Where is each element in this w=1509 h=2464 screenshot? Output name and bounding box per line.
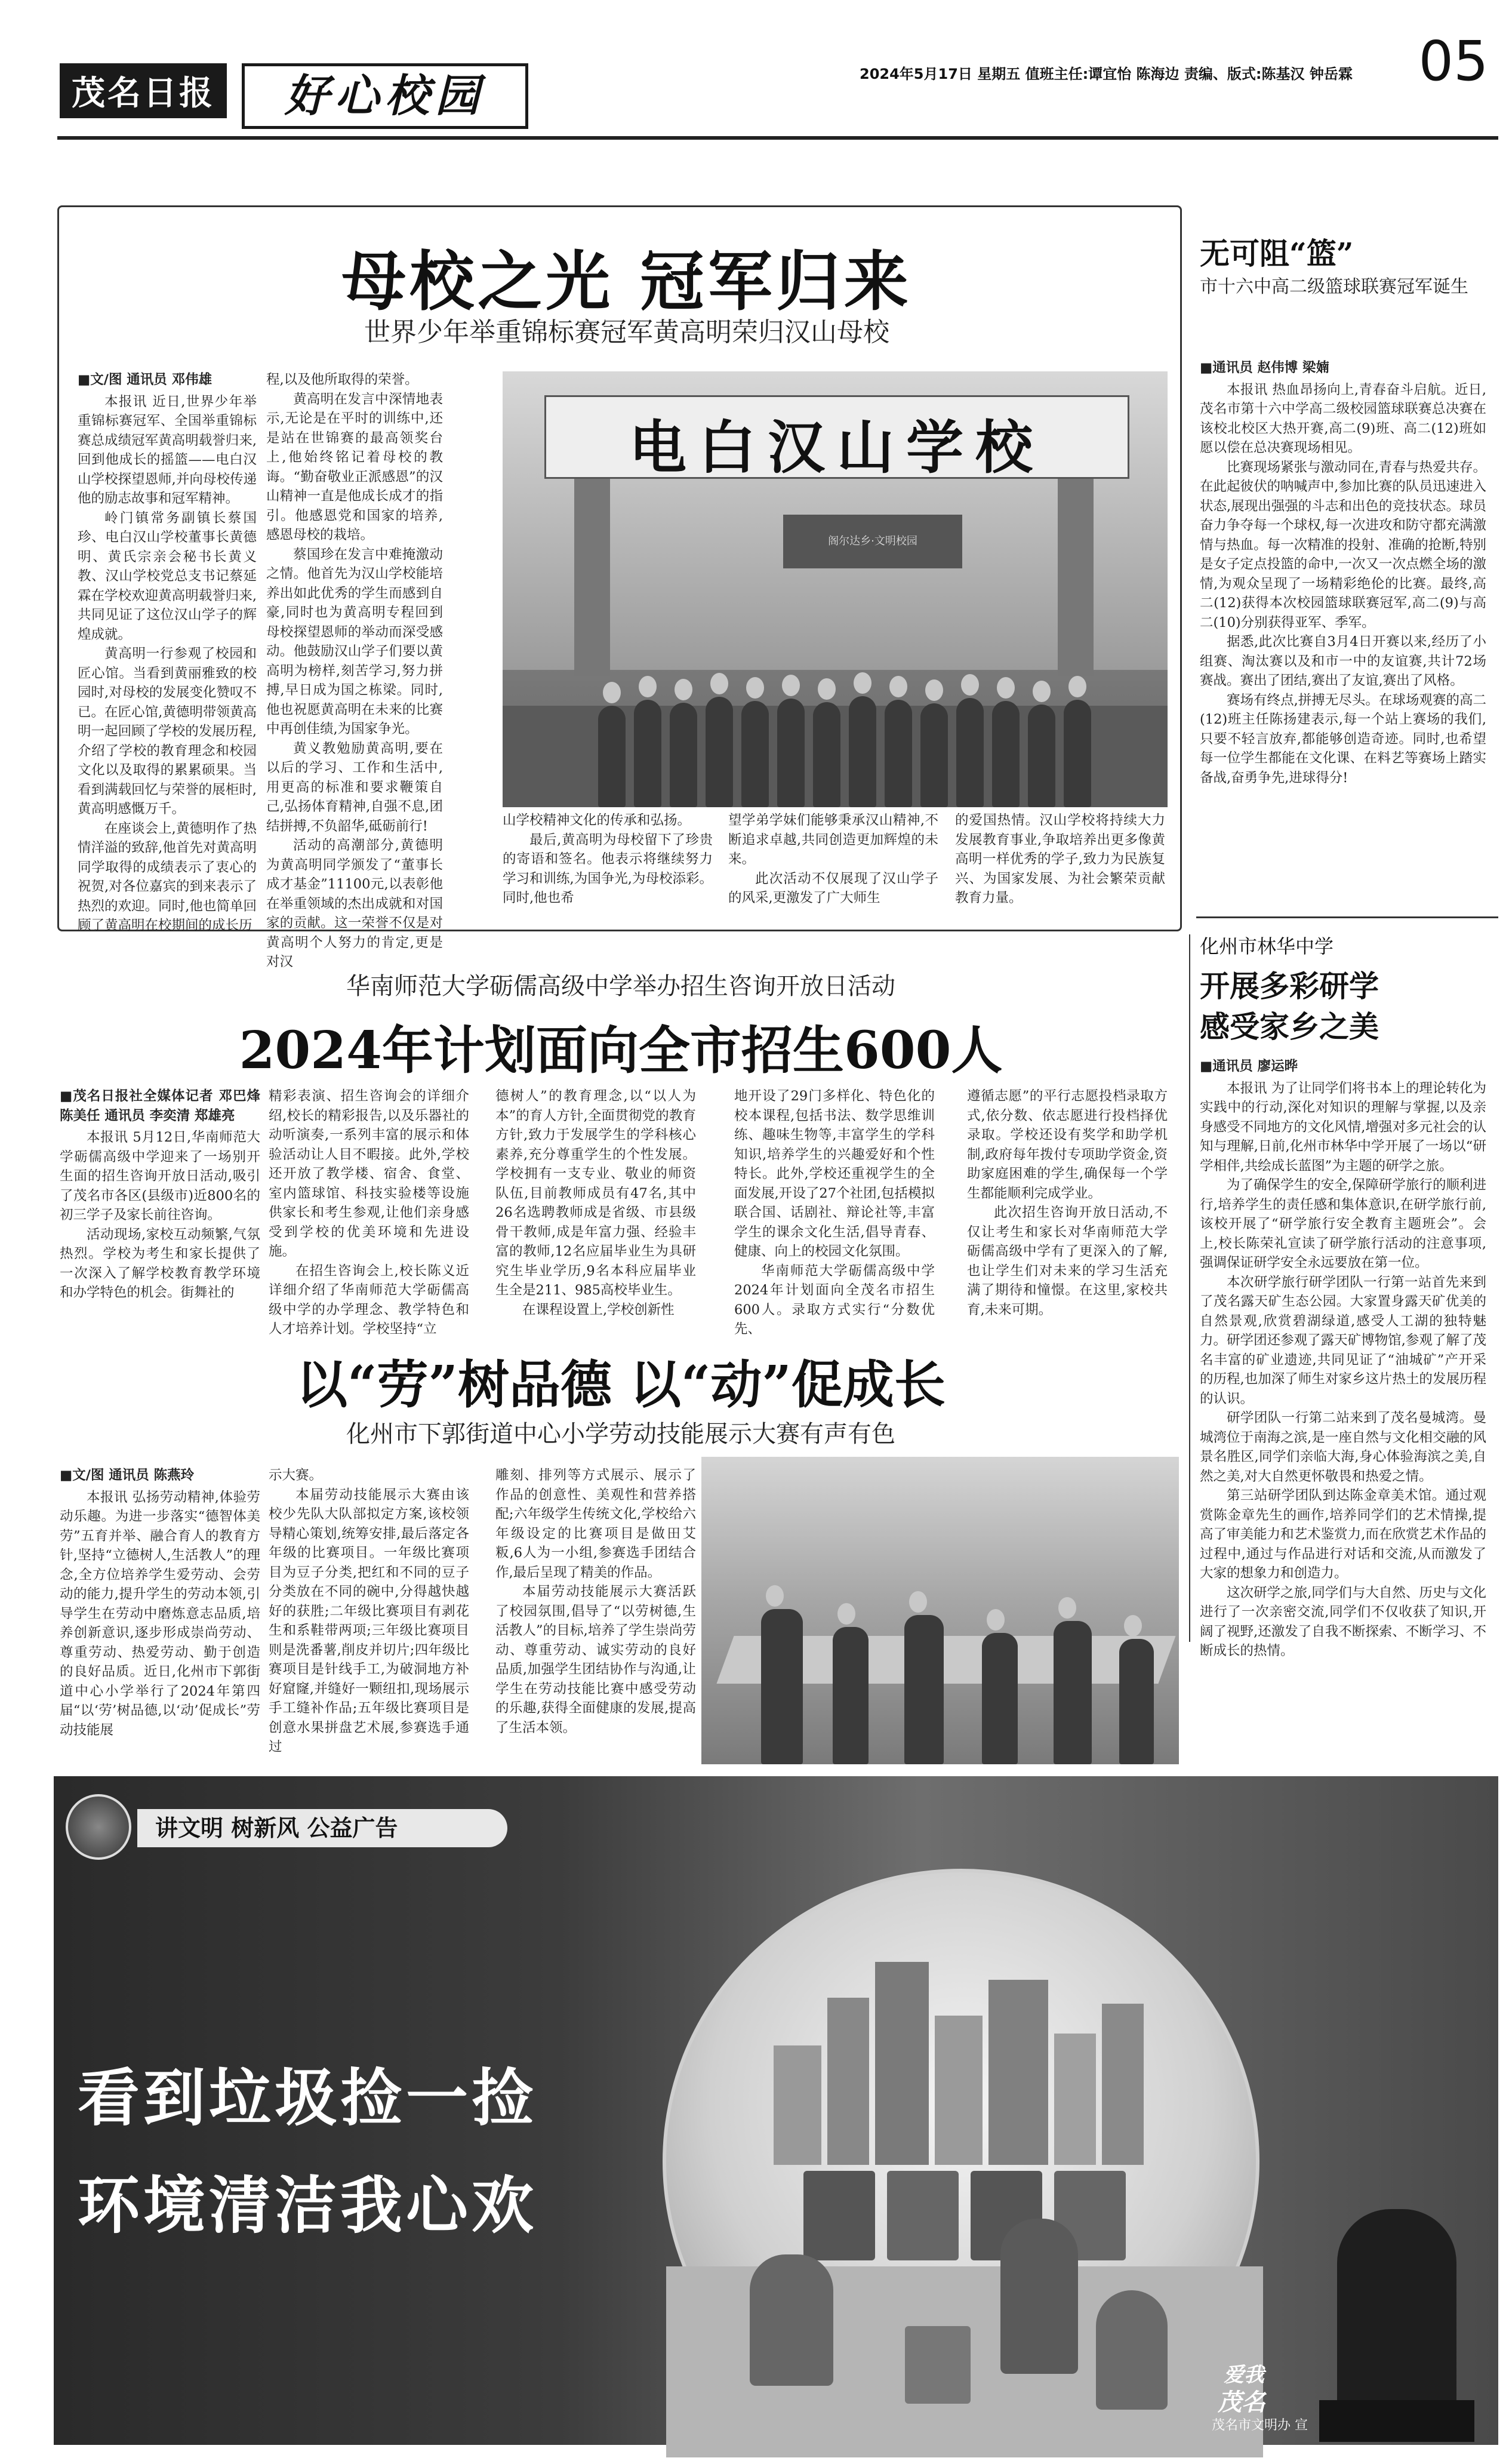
paragraph: 活动现场,家校互动频繁,气氛热烈。学校为考生和家长提供了一次深入了解学校教育教学环境和办学特色的机会。街舞社的 [60,1226,260,1300]
article3-kicker: 化州市林华中学 [1200,935,1334,958]
ad-credit: 茂名市文明办 宣 [1212,2418,1308,2433]
paragraph: 的爱国热情。汉山学校将持续大力发展教育事业,争取培养出更多像黄高明一样优秀的学子,致力为民族复兴、为国家发展、为社会繁荣贡献教育力量。 [955,813,1165,906]
paper-logo: 茂名日报 [60,63,227,118]
article1-col1 [78,370,257,933]
article3-body [1200,1057,1486,1659]
article1-photo [503,371,1168,807]
paragraph: 此次招生咨询开放日活动,不仅让考生和家长对华南师范大学砺儒高级中学有了更深入的了解,也让学生们对未来的学习生活充满了期待和憧憬。在这里,家校共育,未来可期。 [967,1205,1168,1318]
article4-col5 [967,1087,1168,1335]
article5-title: 以“劳”树品德 以“动”促成长 [296,1355,946,1415]
article4-title: 2024年计划面向全市招生600人 [239,1020,1003,1081]
paragraph: 在课程设置上,学校创新性 [522,1302,675,1318]
paragraph: 地开设了29门多样化、特色化的校本课程,包括书法、数学思维训练、趣味生物等,丰富学生的学科知识,培养学生的兴趣爱好和个性特长。此外,学校还重视学生的全面发展,开设了27个社团,包括模拟联合国、话剧社、辩论社等,丰富学生的课余文化生活,倡导青春、健康、向上的校园文化氛围。 [734,1088,935,1259]
article5-col2 [269,1466,469,1758]
vertical-divider [1189,934,1190,1642]
paragraph: 本报讯 近日,世界少年举重锦标赛冠军、全国举重锦标赛总成绩冠军黄高明载誉归来,回到他成长的摇篮——电白汉山学校探望恩师,并向母校传递他的励志故事和冠军精神。 [78,393,257,506]
paragraph: 程,以及他所取得的荣誉。 [266,372,418,387]
paragraph: 遵循志愿”的平行志愿投档录取方式,依分数、依志愿进行投档择优录取。学校还设有奖学和助学机制,政府每年拨付专项助学资金,资助家庭困难的学生,确保每一个学生都能顺利完成学业。 [967,1088,1168,1201]
article5-photo [701,1457,1179,1764]
paragraph: 黄高明一行参观了校园和匠心馆。当看到黄丽雅致的校园时,对母校的发展变化赞叹不已。在匠心馆,黄德明带领黄高明一起回顾了学校的发展历程,介绍了学校的教育理念和校园文化以及取得的累累硕果。当看到满载回忆与荣誉的展柜时,黄高明感慨万千。 [78,646,257,817]
date-line: 2024年5月17日 星期五 值班主任:谭宜怡 陈海边 责编、版式:陈基汉 钟岳霖 [860,66,1353,82]
paragraph: 黄义教勉励黄高明,要在以后的学习、工作和生活中,用更高的标准和要求鞭策自己,弘扬体育精神,自强不息,团结拼搏,不负韶华,砥砺前行! [266,740,443,834]
city-skyline [774,1962,1144,2165]
paragraph: 精彩表演、招生咨询会的详细介绍,校长的精彩报告,以及乐器社的动听演奏,一系列丰富的展示和体验活动让人目不暇接。此外,学校还开放了教学楼、宿舍、食堂、室内篮球馆、科技实验楼等设施供家长和考生参观,让他们亲身感受到学校的优美环境和先进设施。 [269,1088,469,1259]
article2-subtitle: 市十六中高二级篮球联赛冠军诞生 [1200,276,1468,297]
child-figure [750,2254,833,2386]
statue-silhouette [1337,2209,1456,2406]
article1-title: 母校之光 冠军归来 [341,244,912,319]
article1-subtitle: 世界少年举重锦标赛冠军黄高明荣归汉山母校 [364,317,889,347]
ad-slogan-line2: 环境清洁我心欢 [78,2169,538,2242]
banner-board: 阁尔达乡·文明校园 [783,515,962,568]
paragraph: 研学团队一行第二站来到了茂名曼城湾。曼城湾位于南海之滨,是一座自然与文化相交融的风景名胜区,同学们亲临大海,身心体验海滨之美,自然之美,对大自然更怀敬畏和热爱之情。 [1200,1410,1486,1484]
header-rule [57,136,1498,140]
page-number: 05 [1418,29,1489,93]
paragraph: 活动的高潮部分,黄德明为黄高明同学颁发了“董事长成才基金”11100元,以表彰他在举重领域的杰出成就和对国家的贡献。这一荣誉不仅是对黄高明个人努力的肯定,更是对汉 [266,838,443,970]
ad-logo-line1: 爱我 [1224,2363,1264,2387]
paragraph: 本届劳动技能展示大赛由该校少先队大队部拟定方案,该校领导精心策划,统筹安排,最后落定各年级的比赛项目。一年级比赛项目为豆子分类,把红和不同的豆子分类放在不同的碗中,分得越快越好的获胜;二年级比赛项目有剥花生和系鞋带两项;三年级比赛项目则是洗番薯,削皮并切片;四年级比赛项目是针线手工,为破洞地方补好窟窿,并缝好一颗纽扣,现场展示手工缝补作品;五年级比赛项目是创意水果拼盘艺术展,参赛选手通过 [269,1487,469,1755]
paragraph: 岭门镇常务副镇长蔡国珍、电白汉山学校董事长黄德明、黄氏宗亲会秘书长黄义教、汉山学校党总支书记蔡延霖在学校欢迎黄高明载誉归来,共同见证了这位汉山学子的辉煌成就。 [78,510,257,642]
article1-bottom-col1 [503,811,713,924]
byline: ■通讯员 赵伟博 梁婻 [1200,360,1329,376]
paragraph: 本报讯 为了让同学们将书本上的理论转化为实践中的行动,深化对知识的理解与掌握,以及亲身感受不同地方的文化风情,增强对多元社会的认知与理解,日前,化州市林华中学开展了一场以“研学相伴,共绘成长蓝图”为主题的研学之旅。 [1200,1080,1486,1174]
article4-col2 [269,1087,469,1335]
article3-title-line2: 感受家乡之美 [1200,1009,1379,1044]
article2-kicker: 无可阻“篮” [1200,236,1354,271]
paragraph: 本报讯 热血昂扬向上,青春奋斗启航。近日,茂名市第十六中学高二级校园篮球联赛总决赛在该校北校区大热开赛,高二(9)班、高二(12)班如愿以偿在总决赛现场相见。 [1200,382,1486,456]
paragraph: 本届劳动技能展示大赛活跃了校园氛围,倡导了“以劳树德,生活教人”的目标,培养了学生崇尚劳动、尊重劳动、诚实劳动的良好品质,加强学生团结协作与沟通,让学生在劳动技能比赛中感受劳动的乐趣,获得全面健康的发展,提高了生活本领。 [495,1584,696,1736]
paragraph: 黄高明在发言中深情地表示,无论是在平时的训练中,还是站在世锦赛的最高领奖台上,他始终铭记着母校的教诲。“勤奋敬业正派感恩”的汉山精神一直是他成长成才的指引。他感恩党和国家的培养,感恩母校的栽培。 [266,391,443,543]
paragraph: 据悉,此次比赛自3月4日开赛以来,经历了小组赛、淘汰赛以及和市一中的友谊赛,共计72场赛战。赛出了团结,赛出了友谊,赛出了风格。 [1200,634,1486,688]
school-name-sign: 电白汉山学校 [629,414,1045,481]
paragraph: 在座谈会上,黄德明作了热情洋溢的致辞,他首先对黄高明同学取得的成绩表示了衷心的祝贺,对各位嘉宾的到来表示了热烈的欢迎。同时,他也简单回顾了黄高明在校期间的成长历 [78,820,257,933]
small-trash-bin [905,2326,971,2404]
ad-logo-icon [66,1794,131,1860]
paragraph: 蔡国珍在发言中难掩激动之情。他首先为汉山学校能培养出如此优秀的学生而感到自豪,同时也为黄高明专程回到母校探望恩师的举动而深受感动。他鼓励汉山学子们要以黄高明为榜样,刻苦学习,努力拼搏,早日成为国之栋梁。同时,他也祝愿黄高明在未来的比赛中再创佳绩,为国家争光。 [266,546,443,737]
group-of-people [503,371,1168,807]
paragraph: 本报讯 5月12日,华南师范大学砺儒高级中学迎来了一场别开生面的招生咨询开放日活动,吸引了茂名市各区(县级市)近800名的初三学子及家长前往咨询。 [60,1130,260,1223]
paragraph: 本报讯 弘扬劳动精神,体验劳动乐趣。为进一步落实“德智体美劳”五育并举、融合育人的教育方针,坚持“立德树人,生活教人”的理念,全方位培养学生爱劳动、会劳动的能力,提升学生的劳动本领,引导学生在劳动中磨炼意志品质,培养创新意识,逐步形成崇尚劳动、尊重劳动、热爱劳动、勤于创造的良好品质。近日,化州市下郭街道中心小学举行了2024年第四届“以‘劳’树品德,以‘动’促成长”劳动技能展 [60,1489,260,1738]
byline: ■文/图 通讯员 邓伟雄 [78,372,213,387]
byline: ■通讯员 廖运晔 [1200,1059,1298,1074]
ad-illustration [663,1869,1259,2454]
article1-bottom-col2 [728,811,938,924]
paragraph: 山学校精神文化的传承和弘扬。 [503,813,691,828]
article3-title-line1: 开展多彩研学 [1200,968,1379,1004]
ad-badge: 讲文明 树新风 公益广告 [137,1809,507,1847]
paragraph: 德树人”的教育理念,以“以人为本”的育人方针,全面贯彻党的教育方针,致力于发展学生的学科核心素养,充分尊重学生的个性发展。学校拥有一支专业、敬业的师资队伍,目前教师成员有47名,其中26名选聘教师成是省级、市县级骨干教师,成是年富力强、经验丰富的教师,12名应届毕业生为具研究生毕业学历,9名本科应届毕业生全是211、985高校毕业生。 [495,1088,696,1298]
child-figure [1096,2290,1168,2410]
paragraph: 比赛现场紧张与激动同在,青春与热爱共存。在此起彼伏的呐喊声中,参加比赛的队员迅速进入状态,展现出强强的斗志和出色的竞技状态。球员奋力争夺每一个球权,每一次进攻和防守都充满激情与热血。每一次精准的投射、准确的抢断,特别是女子定点投篮的命中,一次又一次点燃全场的激情,为观众呈现了一场精彩绝伦的比赛。最终,高二(12)获得本次校园篮球联赛冠军,高二(9)与高二(10)分别获得亚军、季军。 [1200,459,1486,630]
paragraph: 望学弟学妹们能够秉承汉山精神,不断追求卓越,共同创造更加辉煌的未来。 [728,813,938,867]
byline: ■文/图 通讯员 陈燕玲 [60,1468,195,1483]
paragraph: 这次研学之旅,同学们与大自然、历史与文化进行了一次亲密交流,同学们不仅收获了知识,开阔了视野,还激发了自我不断探索、不断学习、不断成长的热情。 [1200,1585,1486,1659]
paragraph: 赛场有终点,拼搏无尽头。在球场观赛的高二(12)班主任陈扬建表示,每一个站上赛场的我们,只要不轻言放弃,都能够创造奇迹。同时,也希望每一位学生都能在文化课、在料艺等赛场上踏实备战,奋勇争先,进球得分! [1200,692,1486,786]
ad-logo-line2: 茂名 [1218,2388,1265,2416]
paragraph: 此次活动不仅展现了汉山学子的风采,更激发了广大师生 [728,870,938,906]
paragraph: 为了确保学生的安全,保障研学旅行的顺利进行,培养学生的责任感和集体意识,在研学旅行前,该校开展了“研学旅行安全教育主题班会”。会上,校长陈荣礼宣读了研学旅行活动的注意事项,强调保证研学安全永远要放在第一位。 [1200,1177,1486,1271]
paragraph: 本次研学旅行研学团队一行第一站首先来到了茂名露天矿生态公园。大家置身露天矿优美的自然景观,欣赏碧湖绿道,感受人工湖的独特魅力。研学团还参观了露天矿博物馆,参观了解了茂名丰富的矿业遗迹,共同见证了“油城矿”产开采的历程,也加深了师生对家乡这片热土的发展历程的认识。 [1200,1274,1486,1407]
right-column-divider [1196,916,1498,918]
paragraph: 在招生咨询会上,校长陈义近详细介绍了华南师范大学砺儒高级中学的办学理念、教学特色和人才培养计划。学校坚持“立 [269,1263,469,1337]
article4-col4 [734,1087,935,1335]
article2-body [1200,358,1486,913]
paragraph: 雕刻、排列等方式展示、展示了作品的创意性、美观性和营养搭配;六年级学生传统文化,学校给六年级设定的比赛项目是做田艾粄,6人为一小组,参赛选手团结合作,最后呈现了精美的作品。 [495,1468,696,1580]
article4-kicker: 华南师范大学砺儒高级中学举办招生咨询开放日活动 [346,973,895,1000]
article5-col3 [495,1466,696,1758]
paragraph: 示大赛。 [269,1468,323,1483]
child-figure [1000,2219,1078,2374]
paragraph: 华南师范大学砺儒高级中学2024年计划面向全茂名市招生600人。录取方式实行“分数优先、 [734,1263,935,1337]
article5-subtitle: 化州市下郭街道中心小学劳动技能展示大赛有声有色 [346,1420,895,1448]
trash-bins [803,2171,1126,2260]
article5-col1 [60,1466,260,1758]
article4-col3 [495,1087,696,1335]
paragraph: 第三站研学团队到达陈金章美术馆。通过观赏陈金章先生的画作,培养同学们的艺术情操,提高了审美能力和艺术鉴赏力,而在欣赏艺术作品的过程中,通过与作品进行对话和交流,从而激发了大家的想象力和创造力。 [1200,1488,1486,1581]
section-title: 好心校园 [242,63,528,129]
paragraph: 最后,黄高明为母校留下了珍贵的寄语和签名。他表示将继续努力学习和训练,为国争光,为母校添彩。同时,他也希 [503,832,713,906]
byline: ■茂名日报社全媒体记者 邓巴烽 陈美任 通讯员 李奕清 郑雄亮 [60,1088,260,1124]
ad-slogan-line1: 看到垃圾捡一捡 [78,2062,538,2134]
article1-bottom-col3 [955,811,1165,924]
article1-col2 [266,370,443,970]
article4-col1 [60,1087,260,1335]
